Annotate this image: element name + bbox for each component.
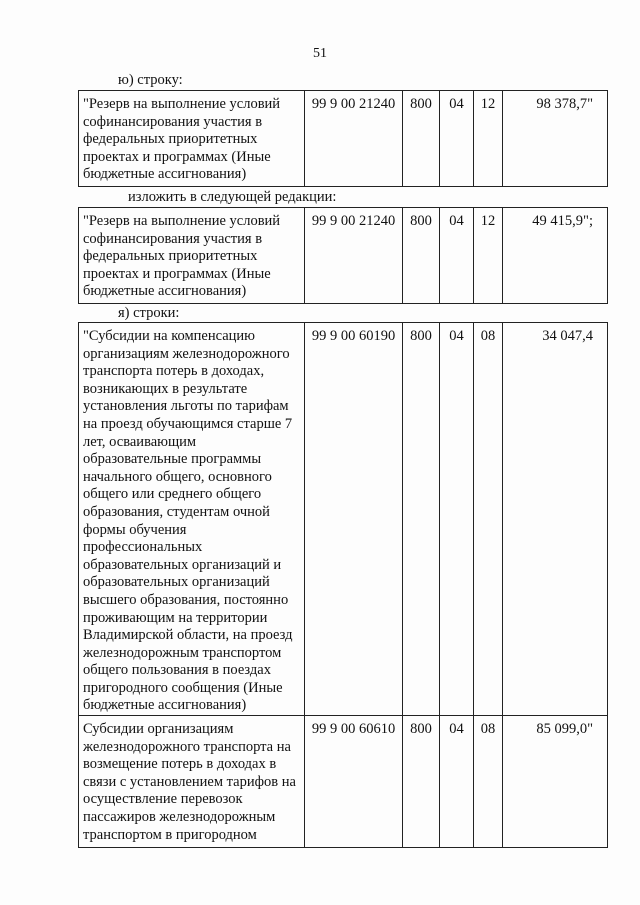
section-caption-new-edition: изложить в следующей редакции: [128, 189, 337, 205]
table-row [79, 716, 608, 848]
table-row [79, 91, 608, 187]
section-caption-yu: ю) строку: [118, 72, 183, 88]
target-code: 99 9 00 21240 [305, 91, 403, 187]
row-description: "Резерв на выполнение условий софинансирования участия в федеральных приоритетных проектах и программах (Иные бюджетные ассигнования) [79, 91, 305, 187]
subsection-code: 12 [474, 208, 503, 304]
subsection-code: 12 [474, 91, 503, 187]
row-description: "Субсидии на компенсацию организациям железнодорожного транспорта потерь в доходах, возникающих в результате установления льготы по тарифам на проезд обучающимся старше 7 лет, осваивающим образовательные программы начального общего, основного общего или среднего общего образования, студентам очной формы обучения профессиональных образовательных организаций и образовательных организаций высшего образования, постоянно проживающим на территории Владимирской области, на проезд железнодорожным транспортом общего пользования в поездах пригородного сообщения (Иные бюджетные ассигнования) [79, 323, 305, 716]
expense-type: 800 [403, 323, 440, 716]
section-code: 04 [440, 208, 474, 304]
page-number: 51 [313, 46, 327, 61]
amount: 49 415,9"; [503, 208, 608, 304]
section-code: 04 [440, 91, 474, 187]
expense-type: 800 [403, 91, 440, 187]
table-row [79, 323, 608, 716]
table-row [79, 208, 608, 304]
target-code: 99 9 00 60190 [305, 323, 403, 716]
amount: 85 099,0" [503, 716, 608, 848]
expense-type: 800 [403, 716, 440, 848]
expense-type: 800 [403, 208, 440, 304]
amount: 98 378,7" [503, 91, 608, 187]
budget-table-subsidies [78, 322, 608, 848]
budget-table-old-reserve [78, 90, 608, 187]
target-code: 99 9 00 21240 [305, 208, 403, 304]
section-code: 04 [440, 716, 474, 848]
row-description: "Резерв на выполнение условий софинансирования участия в федеральных приоритетных проектах и программах (Иные бюджетные ассигнования) [79, 208, 305, 304]
target-code: 99 9 00 60610 [305, 716, 403, 848]
amount: 34 047,4 [503, 323, 608, 716]
subsection-code: 08 [474, 716, 503, 848]
budget-table-new-reserve [78, 207, 608, 304]
section-caption-ya: я) строки: [118, 305, 180, 321]
row-description: Субсидии организациям железнодорожного транспорта на возмещение потерь в доходах в связи с установлением тарифов на осуществление перевозок пассажиров железнодорожным транспортом в пригородном [79, 716, 305, 848]
subsection-code: 08 [474, 323, 503, 716]
section-code: 04 [440, 323, 474, 716]
